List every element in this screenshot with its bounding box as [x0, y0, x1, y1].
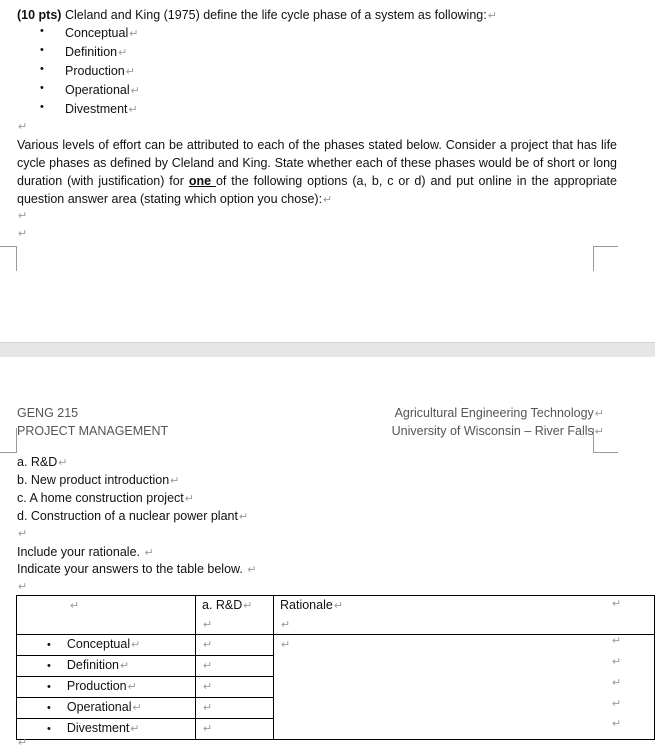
paragraph-mark-icon: ↵	[18, 121, 28, 133]
bullet-icon: •	[40, 82, 44, 94]
table-header-row	[17, 596, 655, 635]
phase-item: Conceptual↵	[65, 26, 139, 40]
answer-table	[16, 595, 655, 740]
crop-mark	[0, 428, 17, 453]
rationale-column-header[interactable]: Rationale↵ ↵	[274, 596, 655, 635]
row-end-mark: ↵	[612, 698, 622, 710]
row-end-mark: ↵	[612, 677, 622, 689]
table-row	[17, 635, 655, 656]
answer-cell[interactable]: ↵	[196, 698, 274, 719]
bullet-icon: •	[40, 44, 44, 56]
row-end-mark: ↵	[612, 718, 622, 730]
page-1	[0, 0, 655, 342]
bullet-icon: •	[40, 63, 44, 75]
rationale-cell[interactable]: ↵	[274, 635, 655, 740]
rationale-instruction: Include your rationale. ↵	[17, 545, 154, 559]
department: Agricultural Engineering Technology↵	[394, 406, 604, 420]
phase-item: Divestment↵	[65, 102, 138, 116]
paragraph-mark-icon: ↵	[18, 581, 28, 593]
answer-cell[interactable]: ↵	[196, 719, 274, 740]
crop-mark	[0, 246, 17, 271]
question-paragraph: Various levels of effort can be attributed to each of the phases stated below. Consider a project that has life cycle phases as defined by Cleland and King. State whether each of these phases would be of short or long duration (with justification) for one of the following options (a, b, c or d) and put online in the appropriate question answer area (stating which option you chose):↵	[17, 138, 617, 206]
course-name: PROJECT MANAGEMENT	[17, 424, 169, 438]
question-intro	[17, 6, 497, 25]
paragraph-mark-icon: ↵	[18, 737, 28, 749]
header-empty-cell[interactable]: ↵	[17, 596, 196, 635]
phase-cell[interactable]: • Operational↵	[17, 698, 196, 719]
phase-item: Operational↵	[65, 83, 140, 97]
row-end-mark: ↵	[612, 598, 622, 610]
emphasis-one: one	[188, 174, 216, 188]
intro-text: Cleland and King (1975) define the life cycle phase of a system as following:	[64, 8, 487, 22]
answer-cell[interactable]: ↵	[196, 677, 274, 698]
option-item: d. Construction of a nuclear power plant↵	[17, 509, 249, 523]
course-code: GENG 215	[17, 406, 79, 420]
page-separator	[0, 342, 655, 358]
answer-cell[interactable]: ↵	[196, 635, 274, 656]
option-column-header[interactable]: a. R&D↵ ↵	[196, 596, 274, 635]
phase-cell[interactable]: • Definition↵	[17, 656, 196, 677]
table-instruction: Indicate your answers to the table below. ↵	[17, 562, 257, 576]
phase-item: Production↵	[65, 64, 135, 78]
option-item: b. New product introduction↵	[17, 473, 180, 487]
answer-cell[interactable]: ↵	[196, 656, 274, 677]
option-item: c. A home construction project↵	[17, 491, 194, 505]
crop-mark	[593, 246, 618, 271]
points-label: (10 pts)	[17, 8, 62, 22]
phase-cell[interactable]: • Divestment↵	[17, 719, 196, 740]
option-item: a. R&D↵	[17, 455, 68, 469]
crop-mark	[593, 428, 618, 453]
row-end-mark: ↵	[612, 635, 622, 647]
paragraph-mark-icon: ↵	[18, 528, 28, 540]
row-end-mark: ↵	[612, 656, 622, 668]
paragraph-mark-icon: ↵	[18, 228, 28, 240]
paragraph-mark-icon: ↵	[18, 210, 28, 222]
phase-cell[interactable]: • Conceptual↵	[17, 635, 196, 656]
phase-item: Definition↵	[65, 45, 128, 59]
university: University of Wisconsin – River Falls↵	[391, 424, 604, 438]
paragraph-mark-icon: ↵	[487, 10, 497, 22]
page-2	[0, 357, 655, 747]
bullet-icon: •	[40, 25, 44, 37]
bullet-icon: •	[40, 101, 44, 113]
phase-cell[interactable]: • Production↵	[17, 677, 196, 698]
